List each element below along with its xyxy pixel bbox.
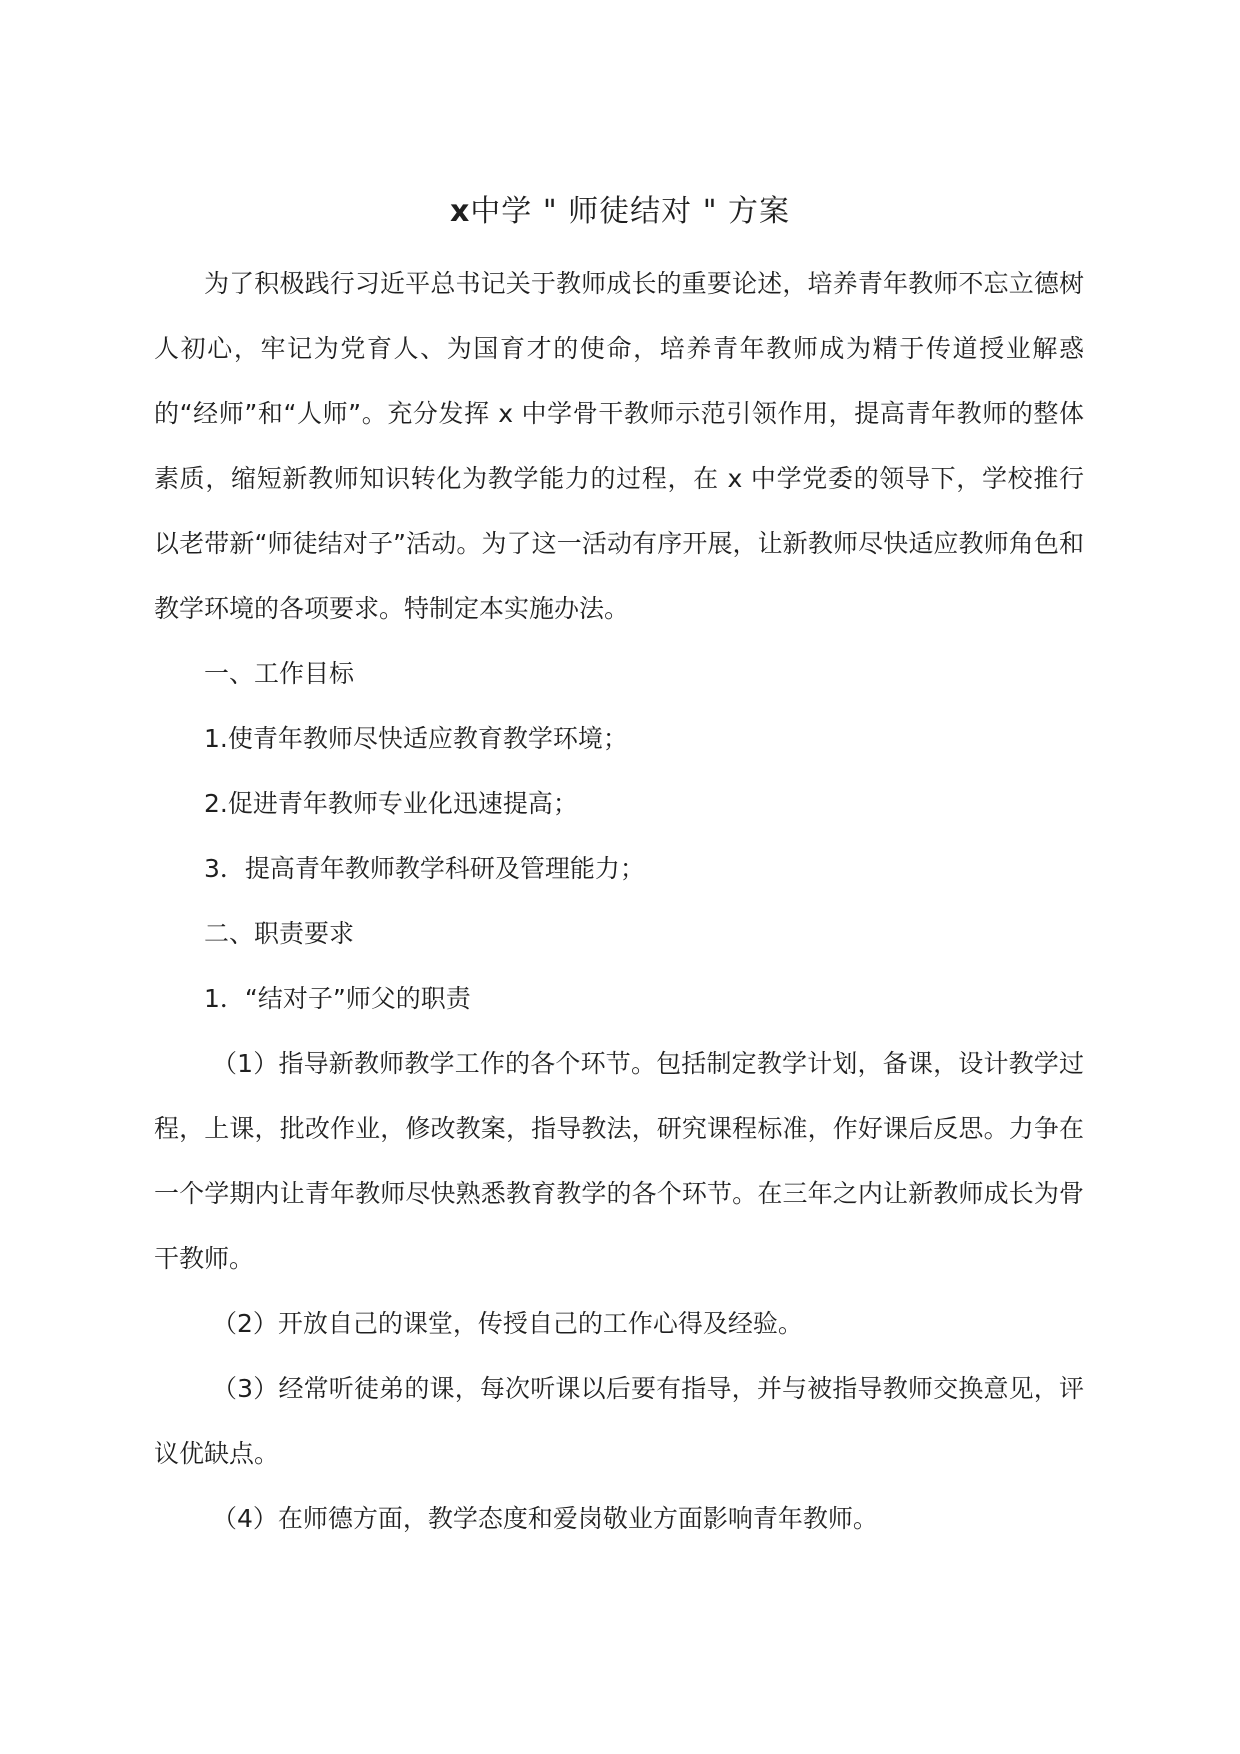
goal-item-3: 3．提高青年教师教学科研及管理能力； xyxy=(204,854,645,883)
title-text: 中学 " 师徒结对 " 方案 xyxy=(470,194,791,229)
duty-item-4: （4）在师德方面，教学态度和爱岗敬业方面影响青年教师。 xyxy=(212,1504,878,1533)
duty-item-2: （2）开放自己的课堂，传授自己的工作心得及经验。 xyxy=(212,1309,803,1338)
duty-item-1: （1）指导新教师教学工作的各个环节。包括制定教学计划，备课，设计教学过程，上课，批改作业，修改教案，指导教法，研究课程标准，作好课后反思。力争在一个学期内让青年教师尽快熟悉教育教学的各个环节。在三年之内让新教师成长为骨干教师。 xyxy=(154,1049,1084,1273)
duty-item-3: （3）经常听徒弟的课，每次听课以后要有指导，并与被指导教师交换意见，评议优缺点。 xyxy=(154,1374,1084,1468)
section-heading-goals: 一、工作目标 xyxy=(204,659,355,688)
document-body xyxy=(154,251,1084,1551)
subsection-heading-mentor: 1．“结对子”师父的职责 xyxy=(204,984,471,1013)
title-prefix: x xyxy=(449,194,471,229)
intro-paragraph: 为了积极践行习近平总书记关于教师成长的重要论述，培养青年教师不忘立德树人初心，牢记为党育人、为国育才的使命，培养青年教师成为精于传道授业解惑的“经师”和“人师”。充分发挥 x 中学骨干教师示范引领作用，提高青年教师的整体素质，缩短新教师知识转化为教学能力的过程，在 x 中学党委的领导下，学校推行以老带新“师徒结对子”活动。为了这一活动有序开展，让新教师尽快适应教师角色和教学环境的各项要求。特制定本实施办法。 xyxy=(154,269,1084,623)
goal-item-1: 1.使青年教师尽快适应教育教学环境； xyxy=(204,724,628,753)
section-heading-duties: 二、职责要求 xyxy=(204,919,355,948)
document-title xyxy=(0,188,1240,236)
goal-item-2: 2.促进青年教师专业化迅速提高； xyxy=(204,789,578,818)
